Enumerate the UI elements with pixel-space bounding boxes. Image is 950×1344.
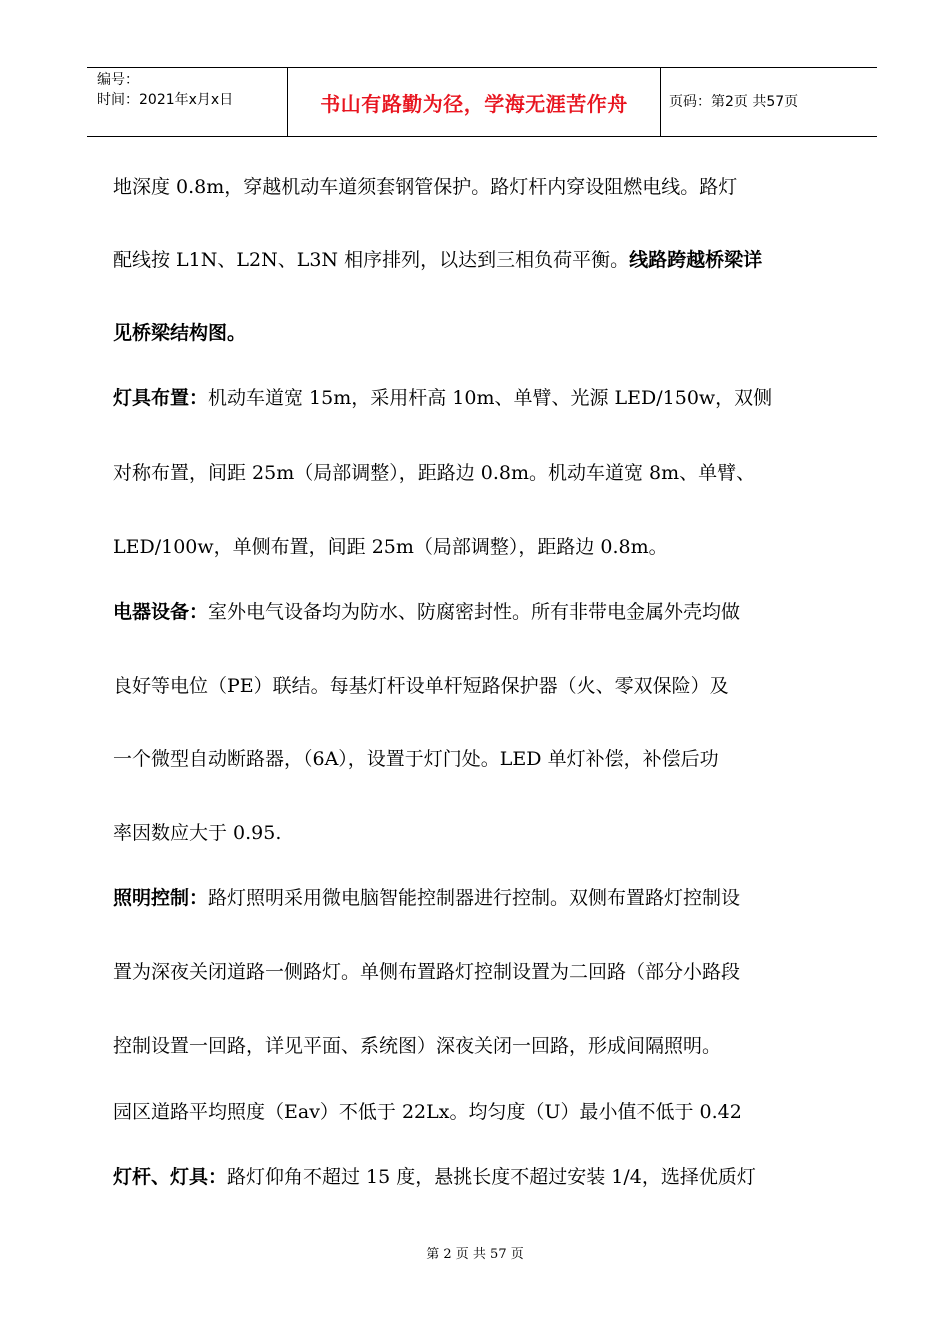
footer-page-number: 第 2 页 共 57 页 <box>426 1247 524 1262</box>
body-line <box>113 959 740 985</box>
body-line <box>113 820 281 846</box>
header-motto: 书山有路勤为径，学海无涯苦作舟 <box>320 91 628 116</box>
body-line <box>113 599 740 625</box>
text-run: LED/100w，单侧布置，间距 25m（局部调整），距路边 0.8m。 <box>113 536 668 558</box>
body-line <box>113 1099 742 1125</box>
section-label-electrical-equipment: 电器设备： <box>113 601 209 623</box>
doc-time-label: 时间：2021年x月x日 <box>97 92 234 108</box>
body-line <box>113 460 755 486</box>
body-line <box>113 673 729 699</box>
body-line <box>113 385 772 411</box>
page-header <box>87 67 877 137</box>
text-run: 对称布置，间距 25m（局部调整），距路边 0.8m。机动车道宽 8m、单臂、 <box>113 462 756 484</box>
text-run: 一个微型自动断路器，（6A），设置于灯门处。LED 单灯补偿，补偿后功 <box>113 748 719 770</box>
body-line <box>113 320 246 346</box>
body-line <box>113 746 719 772</box>
text-run: 良好等电位（PE）联结。每基灯杆设单杆短路保护器（火、零双保险）及 <box>113 675 729 697</box>
section-label-lamp-layout: 灯具布置： <box>113 387 209 409</box>
body-line <box>113 247 762 273</box>
section-label-lighting-control: 照明控制： <box>113 887 209 909</box>
bold-text-run: 见桥梁结构图。 <box>113 322 247 344</box>
body-line <box>113 1033 721 1059</box>
body-line <box>113 1164 756 1190</box>
text-run: 控制设置一回路，详见平面、系统图）深夜关闭一回路，形成间隔照明。 <box>113 1035 722 1057</box>
text-run: 配线按 L1N、L2N、L3N 相序排列，以达到三相负荷平衡。 <box>113 249 630 271</box>
bold-text-run: 线路跨越桥梁详 <box>629 249 763 271</box>
text-run: 室外电气设备均为防水、防腐密封性。所有非带电金属外壳均做 <box>208 601 741 623</box>
text-run: 机动车道宽 15m，采用杆高 10m、单臂、光源 LED/150w，双侧 <box>208 387 773 409</box>
header-page-number: 页码：第2页 共57页 <box>669 94 799 110</box>
body-line <box>113 885 740 911</box>
page-footer <box>0 1246 950 1264</box>
doc-number-label: 编号： <box>97 72 139 88</box>
header-meta-cell <box>87 68 287 136</box>
text-run: 置为深夜关闭道路一侧路灯。单侧布置路灯控制设置为二回路（部分小路段 <box>113 961 741 983</box>
section-label-poles-fixtures: 灯杆、灯具： <box>113 1166 228 1188</box>
text-run: 路灯照明采用微电脑智能控制器进行控制。双侧布置路灯控制设 <box>208 887 741 909</box>
header-page-cell <box>661 68 877 136</box>
body-line <box>113 174 737 200</box>
text-run: 地深度 0.8m，穿越机动车道须套钢管保护。路灯杆内穿设阻燃电线。路灯 <box>113 176 738 198</box>
text-run: 率因数应大于 0.95. <box>113 822 282 844</box>
text-run: 园区道路平均照度（Eav）不低于 22Lx。均匀度（U）最小值不低于 0.42 <box>113 1101 742 1123</box>
text-run: 路灯仰角不超过 15 度，悬挑长度不超过安装 1/4，选择优质灯 <box>227 1166 756 1188</box>
body-line <box>113 534 668 560</box>
header-motto-cell <box>287 68 661 136</box>
